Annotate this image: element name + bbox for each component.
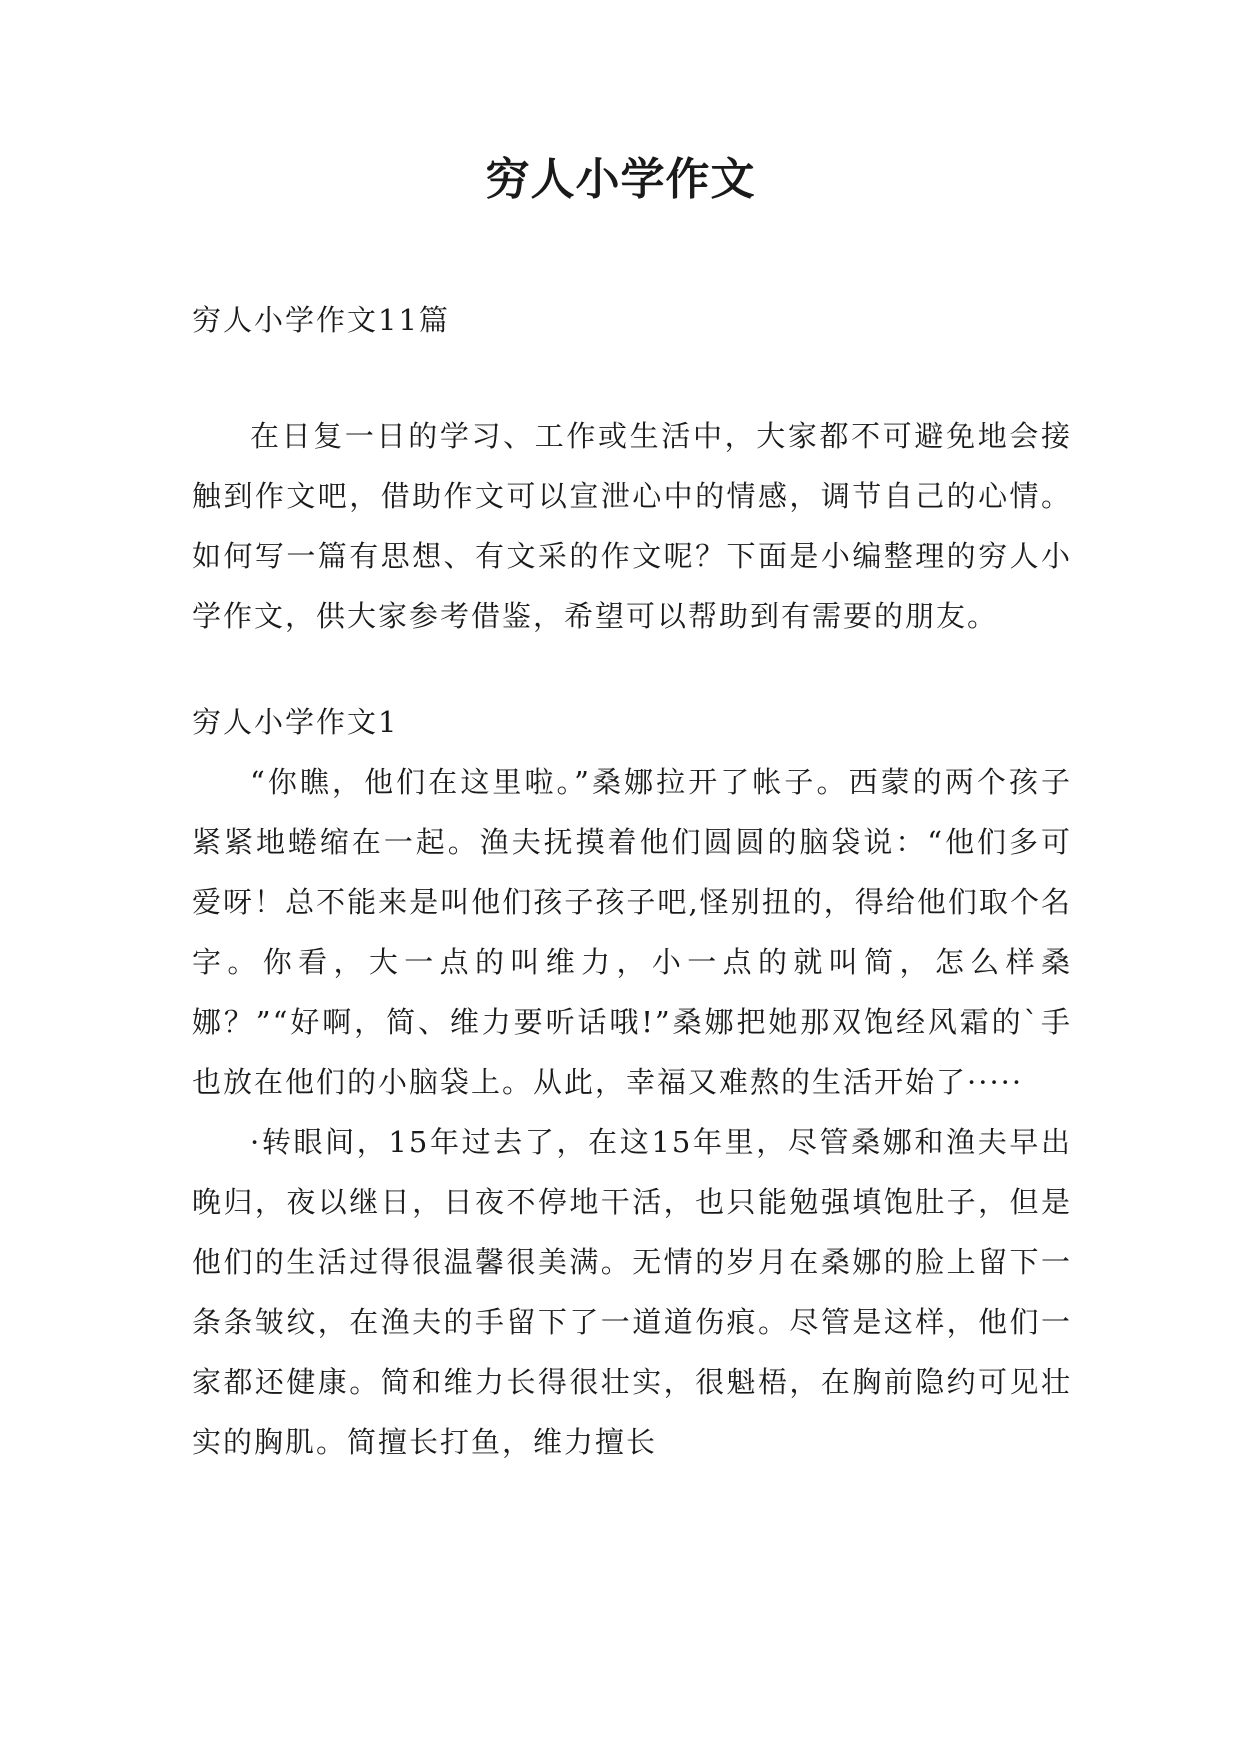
collection-heading: 穷人小学作文11篇 (192, 303, 450, 337)
essay-paragraph: ·转眼间，15年过去了，在这15年里，尽管桑娜和渔夫早出晚归，夜以继日，日夜不停地干活，也只能勉强填饱肚子，但是他们的生活过得很温馨很美满。无情的岁月在桑娜的脸上留下一条条皱纹，在渔夫的手留下了一道道伤痕。尽管是这样，他们一家都还健康。简和维力长得很壮实，很魁梧，在胸前隐约可见壮实的胸肌。简擅长打鱼，维力擅长 (192, 1125, 1072, 1459)
essay-paragraph: “你瞧，他们在这里啦。”桑娜拉开了帐子。西蒙的两个孩子紧紧地蜷缩在一起。渔夫抚摸着他们圆圆的脑袋说：“他们多可爱呀！总不能来是叫他们孩子孩子吧,怪别扭的，得给他们取个名字。你看，大一点的叫维力，小一点的就叫简，怎么样桑娜？”“好啊，简、维力要听话哦!”桑娜把她那双饱经风霜的`手也放在他们的小脑袋上。从此，幸福又难熬的生活开始了····· (192, 765, 1072, 1099)
document-title: 穷人小学作文 (485, 154, 756, 205)
document-body (192, 290, 1072, 1472)
intro-paragraph: 在日复一日的学习、工作或生活中，大家都不可避免地会接触到作文吧，借助作文可以宣泄心中的情感，调节自己的心情。如何写一篇有思想、有文采的作文呢？下面是小编整理的穷人小学作文，供大家参考借鉴，希望可以帮助到有需要的朋友。 (192, 419, 1072, 633)
spacer (192, 350, 1072, 406)
essay-heading: 穷人小学作文1 (192, 705, 399, 739)
spacer (192, 646, 1072, 692)
